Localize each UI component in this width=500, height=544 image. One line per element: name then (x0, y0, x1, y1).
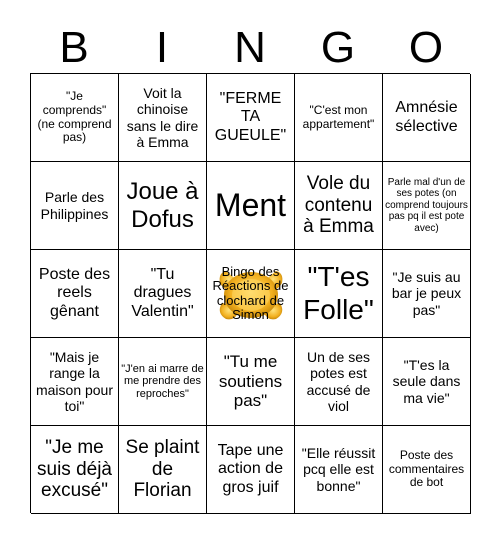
bingo-cell[interactable] (207, 426, 295, 514)
cell-text: "Je comprends" (ne comprend pas) (37, 88, 112, 145)
bingo-cell[interactable] (295, 162, 383, 250)
header-letter-b: B (59, 23, 89, 72)
cell-text: "Mais je range la maison pour toi" (35, 349, 114, 414)
free-space-cell[interactable] (207, 250, 295, 338)
cell-text: "FERME TA GUEULE" (214, 89, 287, 144)
cell-text: "Je suis au bar je peux pas" (391, 269, 462, 318)
cell-text: "C'est mon appartement" (302, 102, 375, 131)
bingo-cell[interactable] (119, 426, 207, 514)
cell-text: "T'es Folle" (303, 261, 374, 325)
bingo-cell[interactable] (383, 162, 471, 250)
cell-text: "Elle réussit pcq elle est bonne" (301, 445, 376, 494)
bingo-cell[interactable] (295, 74, 383, 162)
cell-text: Ment (214, 187, 287, 224)
bingo-cell[interactable] (31, 338, 119, 426)
cell-text: Parle des Philippines (40, 189, 109, 222)
bingo-cell[interactable] (119, 250, 207, 338)
bingo-cell[interactable] (31, 250, 119, 338)
bingo-cell[interactable] (207, 74, 295, 162)
cell-text: Vole du contenu à Emma (303, 172, 374, 238)
cell-text: Joue à Dofus (126, 177, 199, 233)
cell-text: Voit la chinoise sans le dire à Emma (126, 85, 199, 150)
bingo-cell[interactable] (207, 338, 295, 426)
header-letter-o: O (408, 23, 444, 72)
cell-text: "J'en ai marre de me prendre des reproches" (121, 362, 204, 400)
bingo-cell[interactable] (31, 426, 119, 514)
bingo-cell[interactable] (31, 162, 119, 250)
cell-text: "Je me suis déjà excusé" (37, 436, 112, 502)
cell-text: "T'es la seule dans ma vie" (392, 357, 461, 406)
cell-text: Se plaint de Florian (125, 436, 200, 502)
cell-text: Tape une action de gros juif (217, 441, 284, 496)
bingo-cell[interactable] (295, 338, 383, 426)
bingo-header (30, 20, 470, 76)
bingo-cell[interactable] (31, 74, 119, 162)
header-letter-n: N (234, 23, 266, 72)
bingo-cell[interactable] (207, 162, 295, 250)
cell-text: Amnésie sélective (395, 99, 458, 135)
cell-text: Poste des reels gênant (38, 265, 111, 320)
bingo-cell[interactable] (295, 426, 383, 514)
bingo-grid (30, 73, 470, 513)
cell-text: "Tu me soutiens pas" (218, 352, 283, 411)
bingo-cell[interactable] (383, 250, 471, 338)
cell-text: Parle mal d'un de ses potes (on comprend toujours pas pq il est pote avec) (385, 176, 468, 234)
bingo-cell[interactable] (119, 74, 207, 162)
bingo-cell[interactable] (383, 74, 471, 162)
header-letter-i: I (155, 23, 169, 72)
free-space-text: Bingo des Réactions de clochard de Simon (212, 263, 289, 322)
bingo-cell[interactable] (119, 162, 207, 250)
header-letter-g: G (320, 23, 356, 72)
bingo-cell[interactable] (119, 338, 207, 426)
cell-text: Poste des commentaires de bot (388, 447, 465, 490)
bingo-cell[interactable] (383, 338, 471, 426)
cell-text: Un de ses potes est accusé de viol (306, 349, 371, 414)
bingo-cell[interactable] (383, 426, 471, 514)
cell-text: "Tu dragues Valentin" (131, 265, 194, 320)
bingo-cell[interactable] (295, 250, 383, 338)
